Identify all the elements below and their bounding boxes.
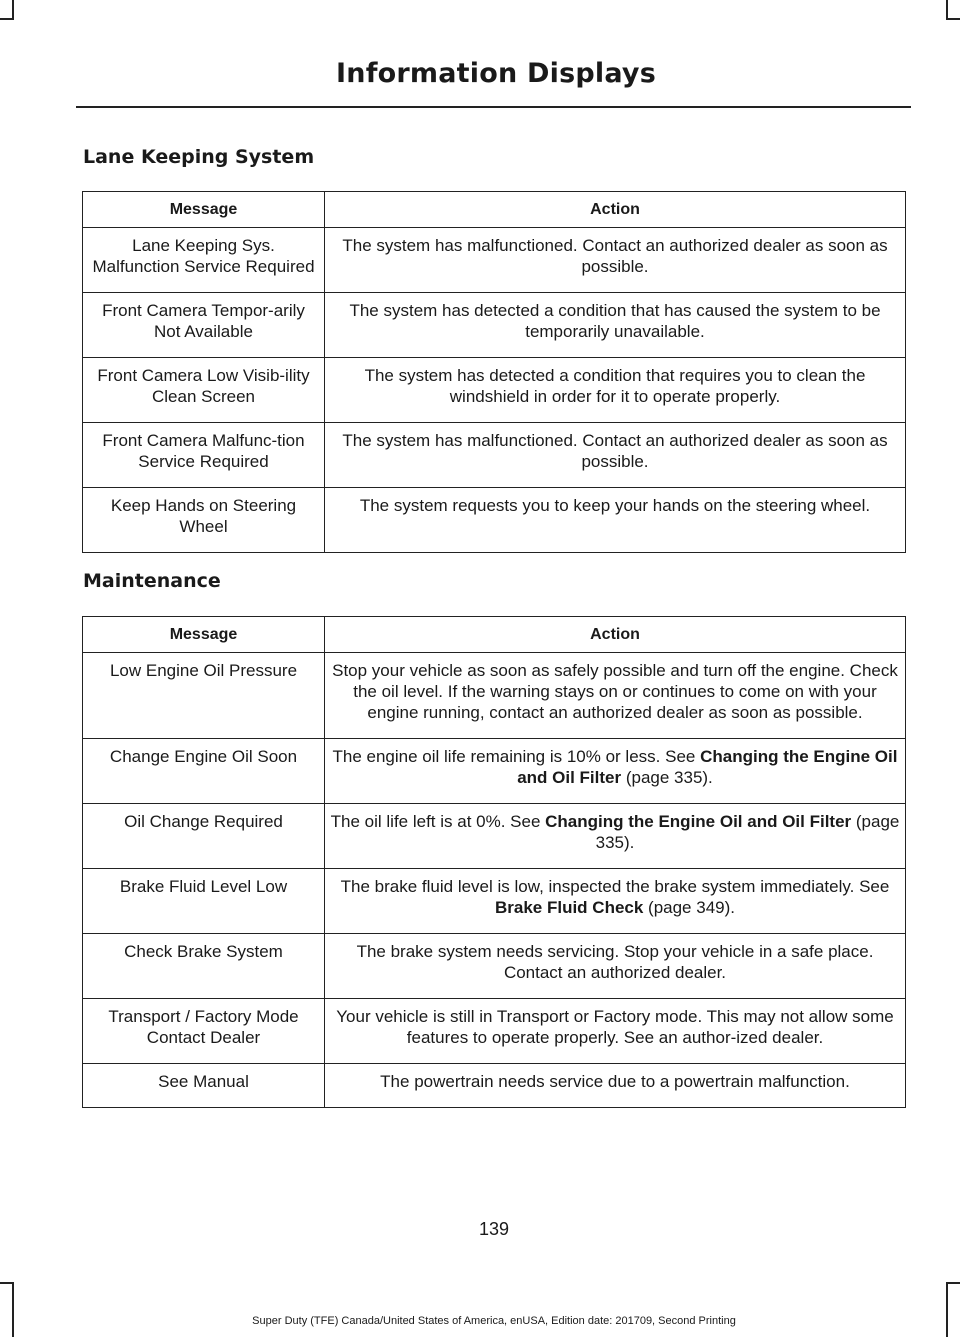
crop-mark-bottom-right [946, 1282, 948, 1337]
page-reference: Changing the Engine Oil and Oil Filter [517, 747, 898, 787]
action-text: (page 349). [643, 898, 735, 917]
table-row [83, 804, 906, 869]
action-text: (page 335). [621, 768, 713, 787]
section-title-lane-keeping: Lane Keeping System [83, 146, 315, 168]
message-cell: Check Brake System [83, 934, 325, 999]
page-reference: Changing the Engine Oil and Oil Filter [545, 812, 852, 831]
action-cell [325, 869, 906, 934]
action-text: The system has detected a condition that has caused the system to be temporarily unavailable. [349, 301, 881, 341]
table-row [83, 358, 906, 423]
action-cell [325, 358, 906, 423]
column-header-message: Message [83, 617, 325, 653]
message-cell: Change Engine Oil Soon [83, 739, 325, 804]
page-reference: Brake Fluid Check [494, 898, 644, 917]
crop-mark-top-left [12, 0, 14, 20]
message-cell: Front Camera Low Visib-ility Clean Screen [83, 358, 325, 423]
table-row [83, 999, 906, 1064]
action-text: The brake fluid level is low, inspected the brake system immediately. See [340, 877, 890, 896]
table-row [83, 653, 906, 739]
table-row [83, 488, 906, 553]
table-row [83, 869, 906, 934]
table-row [83, 1064, 906, 1108]
column-header-message: Message [83, 192, 325, 228]
action-text: The system has malfunctioned. Contact an authorized dealer as soon as possible. [342, 431, 888, 471]
message-cell: Low Engine Oil Pressure [83, 653, 325, 739]
action-cell [325, 423, 906, 488]
table-row [83, 423, 906, 488]
action-cell [325, 653, 906, 739]
footer-edition-text: Super Duty (TFE) Canada/United States of America, enUSA, Edition date: 201709, Second Printing [252, 1315, 736, 1327]
action-cell [325, 228, 906, 293]
action-cell [325, 934, 906, 999]
crop-mark-bottom-left [0, 1282, 14, 1284]
message-cell: Front Camera Tempor-arily Not Available [83, 293, 325, 358]
table-row [83, 228, 906, 293]
message-cell: Lane Keeping Sys. Malfunction Service Required [83, 228, 325, 293]
header-rule [76, 106, 911, 108]
action-cell [325, 999, 906, 1064]
action-cell [325, 293, 906, 358]
action-cell [325, 739, 906, 804]
message-cell: Front Camera Malfunc-tion Service Required [83, 423, 325, 488]
table-row [83, 934, 906, 999]
crop-mark-bottom-left [12, 1282, 14, 1337]
page-number: 139 [478, 1219, 510, 1239]
crop-mark-top-right [946, 0, 948, 20]
crop-mark-bottom-right [946, 1282, 960, 1284]
message-cell: Keep Hands on Steering Wheel [83, 488, 325, 553]
action-text: The oil life left is at 0%. See [330, 812, 546, 831]
action-text: The engine oil life remaining is 10% or less. See [332, 747, 701, 766]
page-header-title: Information Displays [336, 58, 656, 89]
maintenance-message-table [82, 616, 906, 1108]
action-text: (page 335). [595, 812, 900, 852]
lane-keeping-message-table [82, 191, 906, 553]
section-title-maintenance: Maintenance [83, 570, 221, 592]
table-row [83, 293, 906, 358]
message-cell: Oil Change Required [83, 804, 325, 869]
action-cell [325, 1064, 906, 1108]
column-header-action: Action [325, 192, 906, 228]
action-text: Your vehicle is still in Transport or Factory mode. This may not allow some features to operate properly. See an author-ized dealer. [336, 1007, 894, 1047]
crop-mark-top-left [0, 18, 14, 20]
action-text: The powertrain needs service due to a powertrain malfunction. [380, 1072, 850, 1091]
message-cell: Transport / Factory Mode Contact Dealer [83, 999, 325, 1064]
message-cell: See Manual [83, 1064, 325, 1108]
column-header-action: Action [325, 617, 906, 653]
crop-mark-top-right [946, 18, 960, 20]
action-text: Stop your vehicle as soon as safely possible and turn off the engine. Check the oil level. If the warning stays on or continues to come on with your engine running, contact an authorized dealer as soon as possible. [332, 661, 898, 722]
action-cell [325, 488, 906, 553]
message-cell: Brake Fluid Level Low [83, 869, 325, 934]
action-text: The system has malfunctioned. Contact an authorized dealer as soon as possible. [342, 236, 888, 276]
action-text: The brake system needs servicing. Stop your vehicle in a safe place. Contact an authorized dealer. [356, 942, 874, 982]
action-text: The system requests you to keep your hands on the steering wheel. [359, 496, 871, 515]
action-cell [325, 804, 906, 869]
table-row [83, 739, 906, 804]
action-text: The system has detected a condition that requires you to clean the windshield in order for it to operate properly. [364, 366, 866, 406]
